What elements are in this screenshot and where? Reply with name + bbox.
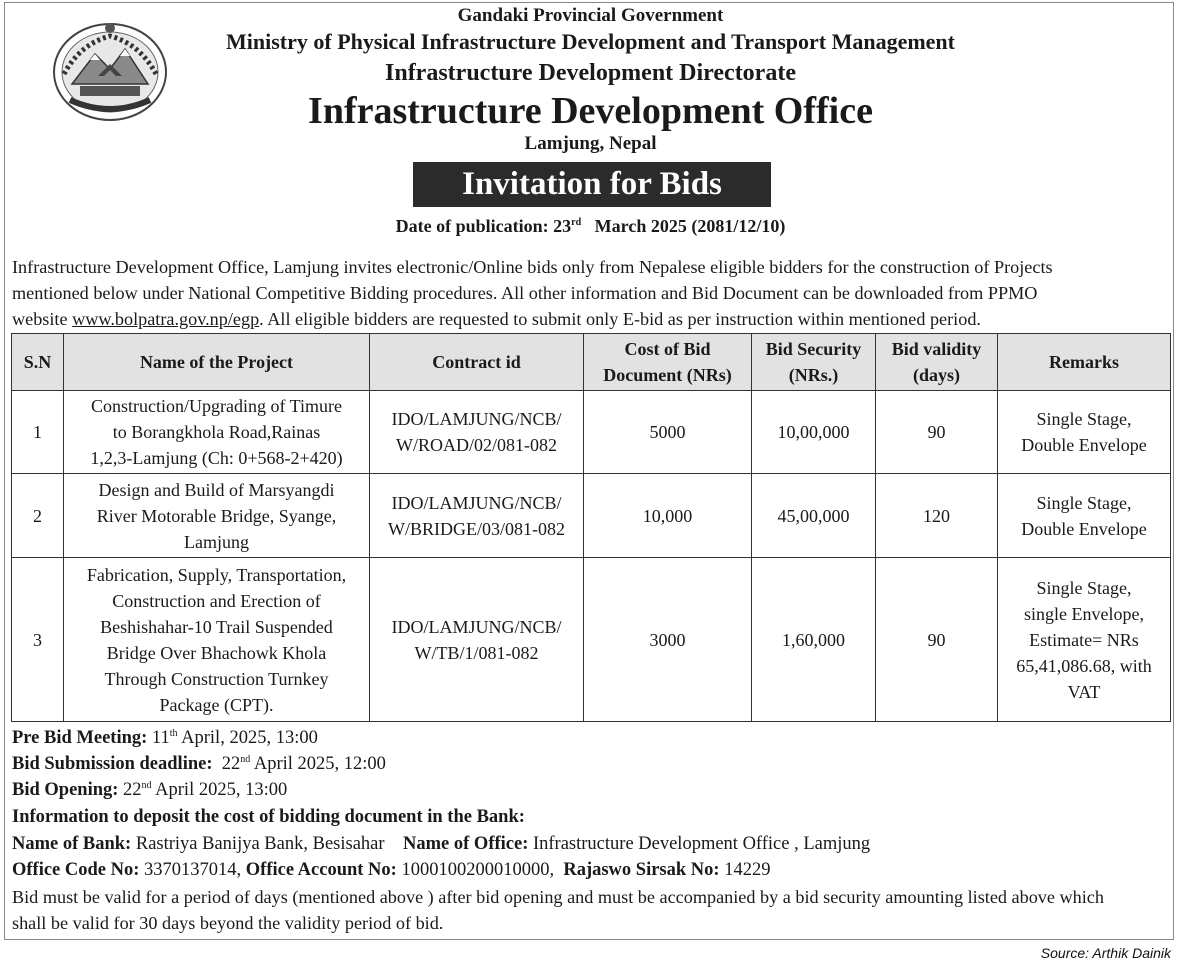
opening-rest: April 2025, 13:00 [155, 780, 288, 800]
project-line: Through Construction Turnkey [104, 668, 329, 689]
prebid-label: Pre Bid Meeting: [12, 728, 148, 748]
note-line: Bid must be valid for a period of days (mentioned above ) after bid opening and must be accompanied by a bid security amounting listed above which [12, 887, 1104, 907]
remarks-line: single Envelope, [1024, 603, 1144, 624]
header-validity-l1: Bid validity [891, 339, 982, 359]
header-security [752, 334, 876, 391]
remarks-line: Single Stage, [1036, 492, 1132, 513]
table-row [12, 558, 1171, 722]
project-line: Construction/Upgrading of Timure [91, 396, 342, 416]
opening-label: Bid Opening: [12, 780, 119, 800]
cell-validity: 90 [876, 391, 998, 474]
source-credit: Source: Arthik Dainik [1040, 945, 1171, 961]
header-remarks: Remarks [998, 334, 1171, 391]
remarks-line: Double Envelope [1021, 518, 1147, 539]
opening-sup: nd [141, 779, 152, 791]
project-line: Construction and Erection of [112, 590, 321, 611]
cell-remarks [998, 474, 1171, 558]
header-cost-l1: Cost of Bid [624, 339, 711, 359]
table-row [12, 474, 1171, 558]
submission-rest: April 2025, 12:00 [253, 754, 386, 774]
account-details [12, 857, 770, 883]
publication-date-rest: March 2025 (2081/12/10) [594, 216, 786, 236]
sirsak-value: 14229 [724, 860, 771, 880]
cell-remarks [998, 391, 1171, 474]
remarks-line: Single Stage, [1036, 577, 1132, 598]
directorate-name: Infrastructure Development Directorate [385, 60, 796, 86]
office-code-label: Office Code No: [12, 860, 140, 880]
opening-day: 22 [123, 780, 142, 800]
office-location: Lamjung, Nepal [524, 133, 657, 154]
office-code-value: 3370137014, [144, 860, 242, 880]
submission-sup: nd [240, 753, 251, 765]
contract-line: IDO/LAMJUNG/NCB/ [391, 409, 562, 429]
remarks-line: Single Stage, [1036, 409, 1132, 429]
government-name: Gandaki Provincial Government [457, 5, 724, 26]
header-security-l2: (NRs.) [788, 365, 839, 385]
table-header-row [12, 334, 1171, 391]
intro-line: Infrastructure Development Office, Lamjung invites electronic/Online bids only from Nepalese eligible bidders for the construction of Projects [12, 257, 1053, 277]
project-line: Bridge Over Bhachowk Khola [106, 642, 327, 663]
intro-paragraph [12, 254, 1172, 332]
prebid-rest: April, 2025, 13:00 [181, 728, 318, 748]
cell-project [64, 474, 370, 558]
submission-label: Bid Submission deadline: [12, 754, 213, 774]
remarks-line: Double Envelope [1021, 435, 1147, 455]
project-line: Design and Build of Marsyangdi [98, 479, 335, 500]
note-line: shall be valid for 30 days beyond the validity period of bid. [12, 913, 444, 933]
intro-line3-prefix: website [12, 309, 73, 329]
header-security-l1: Bid Security [765, 339, 862, 359]
cell-contract [370, 474, 584, 558]
cell-cost: 5000 [584, 391, 752, 474]
cell-security: 45,00,000 [752, 474, 876, 558]
cell-cost: 10,000 [584, 474, 752, 558]
sirsak-label: Rajaswo Sirsak No: [563, 860, 720, 880]
header-contract: Contract id [370, 334, 584, 391]
cell-remarks [998, 558, 1171, 722]
prebid-meeting [12, 725, 318, 751]
prebid-day: 11 [151, 728, 170, 748]
remarks-line: VAT [1067, 681, 1101, 702]
bank-heading-text: Information to deposit the cost of bidding document in the Bank: [12, 807, 525, 827]
contract-line: W/TB/1/081-082 [414, 642, 539, 663]
cell-sn: 1 [12, 391, 64, 474]
project-line: Lamjung [184, 531, 249, 552]
notice-title: Invitation for Bids [413, 162, 771, 207]
cell-security: 10,00,000 [752, 391, 876, 474]
header-cost-l2: Document (NRs) [603, 365, 732, 385]
office-name-value: Infrastructure Development Office , Lamjung [532, 834, 871, 854]
project-line: Beshishahar-10 Trail Suspended [100, 616, 333, 637]
publication-date [0, 216, 1181, 237]
office-name-label: Name of Office: [403, 834, 529, 854]
contract-line: IDO/LAMJUNG/NCB/ [391, 492, 562, 513]
cell-sn: 2 [12, 474, 64, 558]
project-line: to Borangkhola Road,Rainas [112, 422, 321, 442]
remarks-line: 65,41,086.68, with [1016, 655, 1152, 676]
project-line: 1,2,3-Lamjung (Ch: 0+568-2+420) [90, 448, 343, 468]
header-validity-l2: (days) [912, 365, 960, 385]
project-line: Fabrication, Supply, Transportation, [86, 564, 347, 585]
bids-table [11, 333, 1171, 722]
validity-note [12, 884, 1172, 936]
intro-line [12, 306, 1172, 332]
header-sn: S.N [12, 334, 64, 391]
cell-contract [370, 558, 584, 722]
cell-project [64, 391, 370, 474]
bolpatra-link[interactable]: www.bolpatra.gov.np/egp [72, 309, 260, 329]
office-name: Infrastructure Development Office [308, 90, 873, 132]
project-line: River Motorable Bridge, Syange, [96, 505, 337, 526]
bank-details [12, 831, 870, 857]
bid-opening [12, 777, 287, 803]
bid-submission-deadline [12, 751, 386, 777]
intro-line3-suffix: . All eligible bidders are requested to submit only E-bid as per instruction within mentioned period. [259, 309, 981, 329]
account-no-label: Office Account No: [245, 860, 397, 880]
submission-day: 22 [221, 754, 241, 774]
bank-name-label: Name of Bank: [12, 834, 132, 854]
project-line: Package (CPT). [159, 694, 274, 715]
cell-sn: 3 [12, 558, 64, 722]
cell-cost: 3000 [584, 558, 752, 722]
bank-heading [12, 804, 525, 830]
header-validity [876, 334, 998, 391]
account-no-value: 1000100200010000, [401, 860, 555, 880]
intro-line: mentioned below under National Competitive Bidding procedures. All other information and Bid Document can be downloaded from PPMO [12, 283, 1038, 303]
contract-line: W/BRIDGE/03/081-082 [388, 518, 565, 539]
cell-project [64, 558, 370, 722]
contract-line: IDO/LAMJUNG/NCB/ [391, 616, 562, 637]
prebid-sup: th [169, 727, 178, 739]
cell-validity: 90 [876, 558, 998, 722]
publication-sup: rd [571, 217, 582, 228]
publication-label: Date of publication: 23 [395, 216, 572, 236]
remarks-line: Estimate= NRs [1029, 629, 1139, 650]
header-cost [584, 334, 752, 391]
header-project: Name of the Project [64, 334, 370, 391]
contract-line: W/ROAD/02/081-082 [396, 435, 557, 455]
cell-security: 1,60,000 [752, 558, 876, 722]
ministry-name: Ministry of Physical Infrastructure Development and Transport Management [226, 29, 955, 54]
table-row [12, 391, 1171, 474]
bank-name-value: Rastriya Banijya Bank, Besisahar [135, 834, 385, 854]
cell-contract [370, 391, 584, 474]
cell-validity: 120 [876, 474, 998, 558]
